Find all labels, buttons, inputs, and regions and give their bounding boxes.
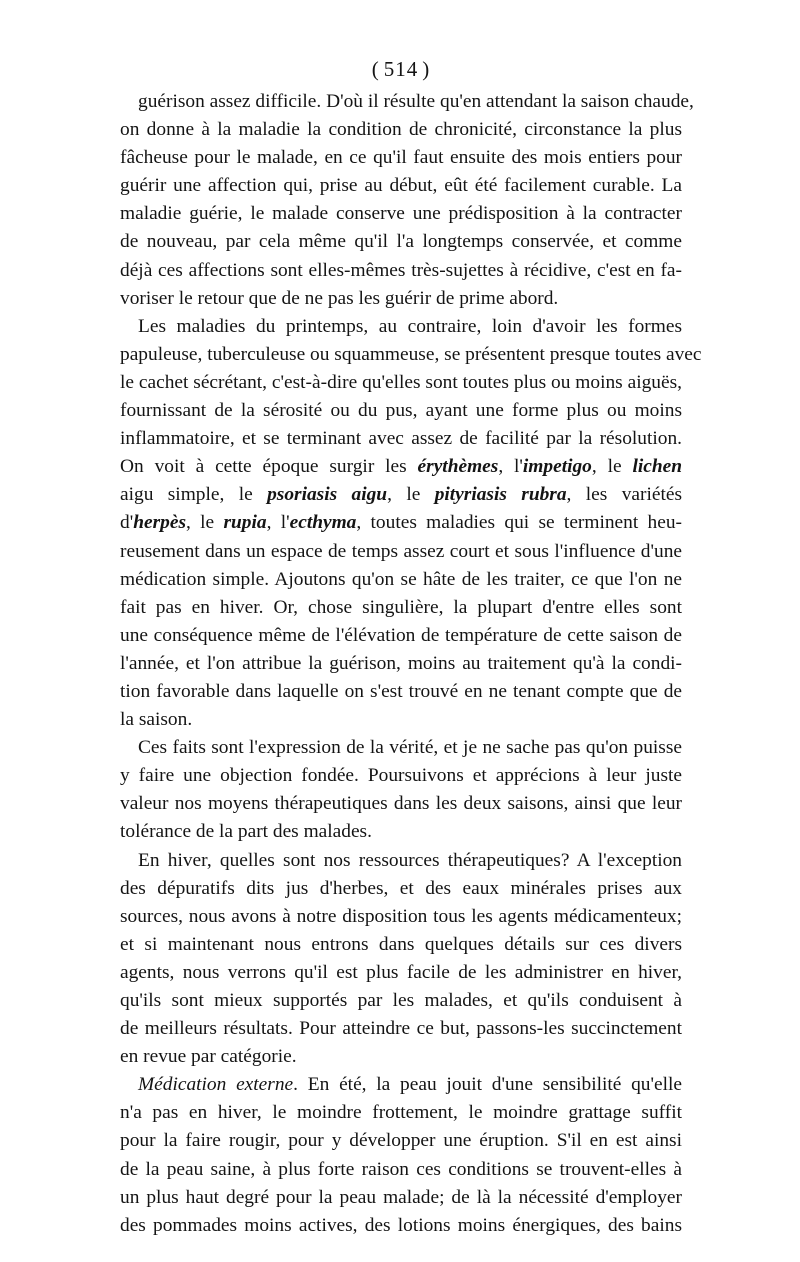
text-line: un plus haut degré pour la peau malade; de là la nécessité d'employer: [120, 1186, 682, 1208]
text-line: de la peau saine, à plus forte raison ces conditions se trouvent-elles à: [120, 1158, 682, 1180]
page-number: [120, 54, 682, 84]
paragraph: [120, 88, 694, 313]
disease-term: herpès: [133, 512, 186, 534]
text-line: guérison assez difficile. D'où il résulte qu'en attendant la saison chaude,: [138, 91, 694, 112]
text-line: qu'ils sont mieux supportés par les malades, et qu'ils conduisent à: [120, 990, 682, 1011]
text-line: n'a pas en hiver, le moindre frottement, le moindre grattage suffit: [120, 1102, 682, 1124]
text-line: reusement dans un espace de temps assez court et sous l'influence d'une: [120, 540, 682, 562]
text-line: tolérance de la part des malades.: [120, 821, 372, 843]
text-line: On voit à cette époque surgir les érythèmes, l'impetigo, le lichen: [120, 456, 682, 478]
text-line: et si maintenant nous entrons dans quelques détails sur ces divers: [120, 933, 682, 955]
text-line: tion favorable dans laquelle on s'est trouvé en ne tenant compte que de: [120, 680, 682, 702]
text-line: pour la faire rougir, pour y développer une éruption. S'il en est ainsi: [120, 1130, 682, 1152]
text-line: de meilleurs résultats. Pour atteindre ce but, passons-les succinctement: [120, 1018, 682, 1040]
text-line: on donne à la maladie la condition de chronicité, circonstance la plus: [120, 119, 682, 141]
paragraph: [120, 1071, 682, 1240]
text-line: maladie guérie, le malade conserve une prédisposition à la contracter: [120, 203, 682, 225]
text-line: la saison.: [120, 709, 193, 731]
paragraph: [120, 313, 702, 734]
text-line: fâcheuse pour le malade, en ce qu'il faut ensuite des mois entiers pour: [120, 147, 682, 169]
text-line: En hiver, quelles sont nos ressources thérapeutiques? A l'exception: [138, 849, 682, 871]
disease-term: pityriasis rubra: [434, 484, 567, 506]
disease-term: impetigo: [522, 456, 592, 478]
page-number-value: 514: [383, 57, 419, 81]
text-line: y faire une objection fondée. Poursuivons et apprécions à leur juste: [120, 765, 682, 787]
text-line: inflammatoire, et se terminant avec assez de facilité par la résolution.: [120, 428, 682, 450]
text-line: en revue par catégorie.: [120, 1046, 297, 1068]
text-line: Médication externe. En été, la peau jouit d'une sensibilité qu'elle: [138, 1074, 682, 1096]
page-number-open-paren: (: [371, 57, 380, 81]
body-text: [120, 88, 702, 1240]
text-line: voriser le retour que de ne pas les guérir de prime abord.: [120, 287, 559, 309]
paragraph: [120, 734, 682, 846]
page-number-close-paren: ): [422, 57, 431, 81]
text-line: fait pas en hiver. Or, chose singulière, la plupart d'entre elles sont: [120, 596, 682, 618]
text-line: d'herpès, le rupia, l'ecthyma, toutes maladies qui se terminent heu-: [120, 512, 682, 534]
text-line: déjà ces affections sont elles-mêmes très-sujettes à récidive, c'est en fa-: [120, 259, 682, 281]
text-line: l'année, et l'on attribue la guérison, moins au traitement qu'à la condi-: [120, 652, 682, 674]
text-line: sources, nous avons à notre disposition tous les agents médicamenteux;: [120, 905, 682, 927]
text-line: fournissant de la sérosité ou du pus, ayant une forme plus ou moins: [120, 400, 682, 422]
disease-term: rupia: [223, 512, 267, 534]
disease-term: lichen: [632, 456, 682, 478]
disease-term: érythèmes: [417, 456, 499, 478]
text-line: Les maladies du printemps, au contraire, loin d'avoir les formes: [138, 315, 682, 337]
text-line: agents, nous verrons qu'il est plus facile de les administrer en hiver,: [120, 961, 682, 983]
section-heading: Médication externe: [138, 1074, 294, 1096]
text-line: papuleuse, tuberculeuse ou squammeuse, se présentent presque toutes avec: [120, 343, 702, 365]
text-line: de nouveau, par cela même qu'il l'a longtemps conservée, et comme: [120, 231, 682, 253]
disease-term: ecthyma: [289, 512, 357, 534]
text-line: le cachet sécrétant, c'est-à-dire qu'elles sont toutes plus ou moins aiguës,: [120, 371, 682, 393]
text-line: une conséquence même de l'élévation de température de cette saison de: [120, 624, 682, 646]
text-line: Ces faits sont l'expression de la vérité, et je ne sache pas qu'on puisse: [138, 737, 682, 759]
document-page: [120, 54, 702, 1240]
text-line: médication simple. Ajoutons qu'on se hâte de les traiter, ce que l'on ne: [120, 568, 682, 590]
disease-term: psoriasis aigu: [267, 484, 388, 506]
text-line: des dépuratifs dits jus d'herbes, et des eaux minérales prises aux: [120, 877, 682, 899]
text-line: des pommades moins actives, des lotions moins énergiques, des bains: [120, 1214, 682, 1236]
text-line: guérir une affection qui, prise au début, eût été facilement curable. La: [120, 175, 682, 197]
text-line: valeur nos moyens thérapeutiques dans les deux saisons, ainsi que leur: [120, 793, 682, 815]
text-line: aigu simple, le psoriasis aigu, le pityriasis rubra, les variétés: [120, 484, 682, 506]
paragraph: [120, 847, 682, 1072]
